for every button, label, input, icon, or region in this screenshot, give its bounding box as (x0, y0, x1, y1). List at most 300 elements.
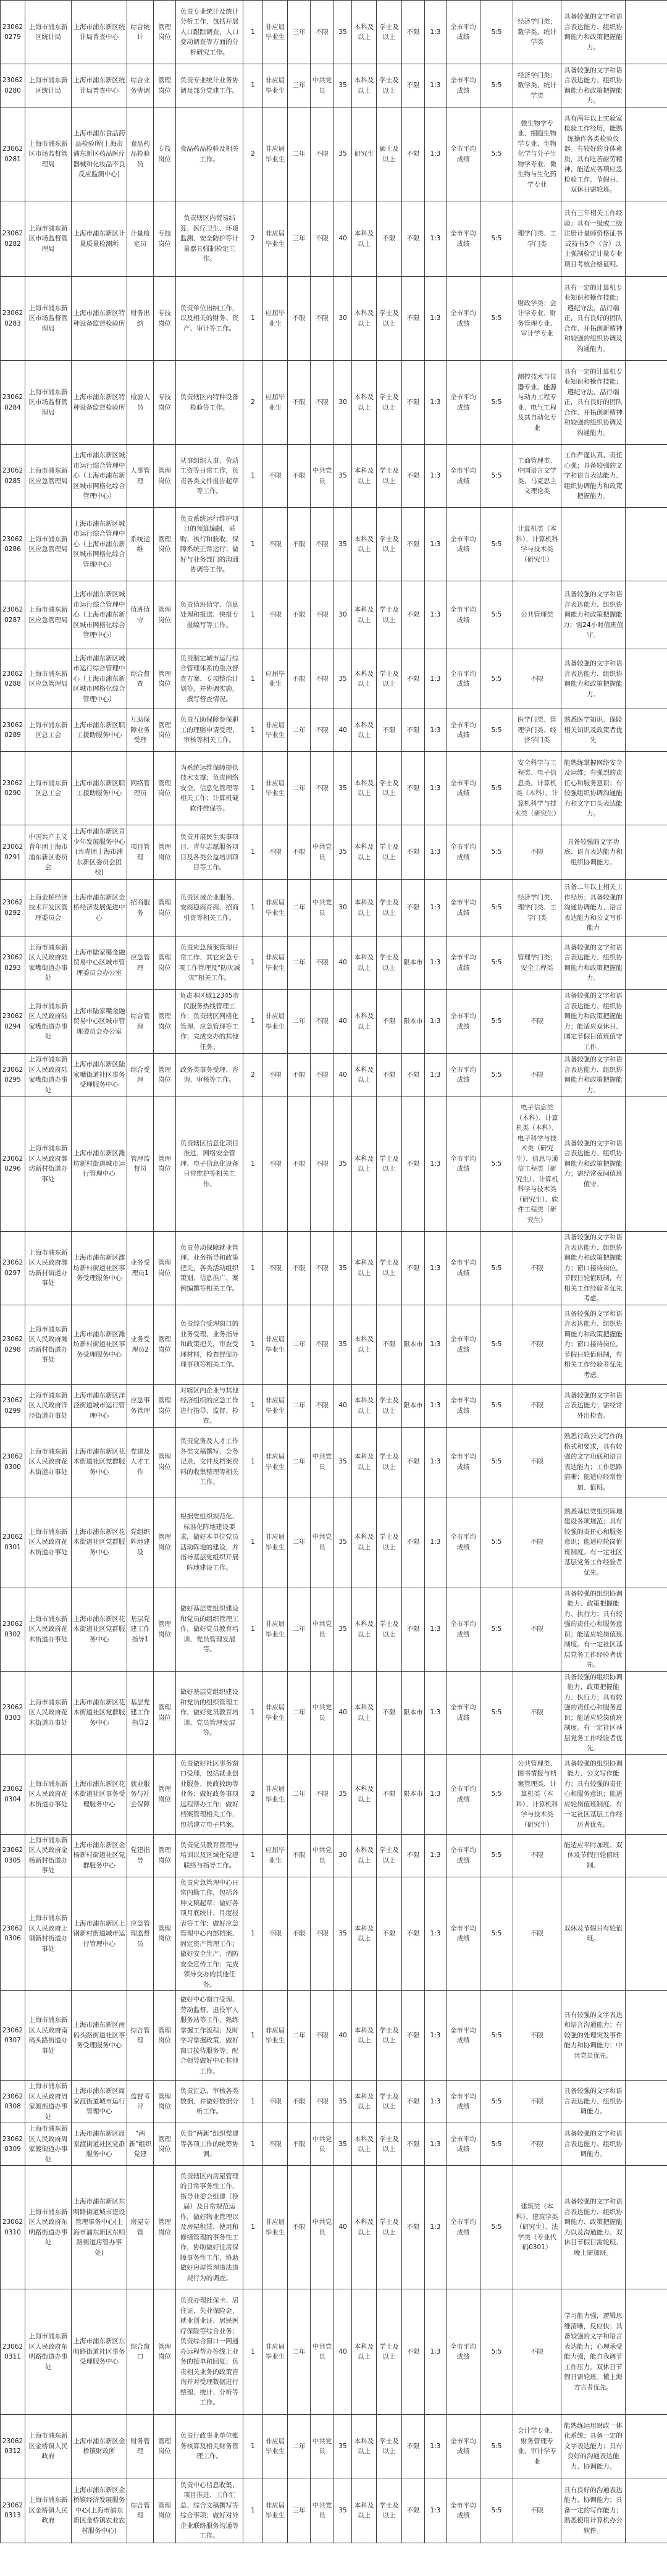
other-requirements-cell: 具备较强的文字和语言表达能力、组织协调能力。 (561, 2123, 626, 2166)
major-requirement-cell: 安全科学与工程类、电子信息类、计算机类（本科）、计算机科学与技术类（研究生） (513, 752, 561, 825)
score-line-cell: 全市平均成绩 (447, 937, 480, 990)
education-cell: 本科及以上 (352, 361, 377, 445)
graduate-type-cell: 非应届毕业生 (263, 1, 288, 64)
degree-cell: 不限 (377, 1671, 402, 1754)
position-type-cell: 管理岗位 (154, 1096, 176, 1232)
education-cell: 本科及以上 (352, 1305, 377, 1384)
position-type-cell: 管理岗位 (154, 2166, 176, 2289)
table-row (1, 2123, 667, 2166)
degree-cell: 学士及以上 (377, 649, 402, 709)
graduate-type-cell: 不限 (263, 825, 288, 880)
age-limit-cell: 40 (334, 2166, 352, 2289)
employer-unit-cell: 上海市浦东新区洋泾街道城市运行管理中心 (72, 1384, 127, 1427)
degree-cell: 不限 (377, 1305, 402, 1384)
remarks-cell (626, 581, 667, 649)
other-requirements-cell: 能熟练运用财政一体化系统；具备一定的文字表达能力；具有良好的沟通表达能力、协调能力。 (561, 2415, 626, 2478)
employer-unit-cell: 上海市浦东新区周家渡街道城市运行管理中心 (72, 2081, 127, 2123)
education-cell: 本科及以上 (352, 1232, 377, 1305)
score-line-cell: 全市平均成绩 (447, 201, 480, 277)
age-limit-cell: 35 (334, 1497, 352, 1588)
table-row (1, 825, 667, 880)
education-cell: 本科及以上 (352, 277, 377, 361)
major-requirement-cell: 经济学门类；数学类、统计学类 (513, 64, 561, 107)
remarks-cell (626, 2166, 667, 2289)
household-registration-cell: 不限 (402, 1054, 425, 1096)
position-name-cell: 党建指导 (127, 1834, 154, 1877)
department-cell: 上海市浦东新区人民政府东明路街道办事处 (25, 2289, 72, 2415)
employer-unit-cell: 上海市浦东新区特种设备监督检验所 (72, 277, 127, 361)
education-cell: 本科及以上 (352, 1384, 377, 1427)
employer-unit-cell: 上海市浦东新区统计局普查中心 (72, 64, 127, 107)
score-line-cell: 全市平均成绩 (447, 1497, 480, 1588)
education-cell: 本科及以上 (352, 709, 377, 752)
household-registration-cell: 不限 (402, 649, 425, 709)
employer-unit-cell: 上海市浦东新区金桥镇财政所 (72, 2415, 127, 2478)
interview-ratio-cell: 1:3 (425, 825, 447, 880)
headcount-cell: 2 (243, 107, 263, 201)
age-limit-cell: 40 (334, 937, 352, 990)
political-status-cell: 中共党员 (311, 2415, 334, 2478)
political-status-cell: 不限 (311, 1877, 334, 1991)
household-registration-cell: 不限 (402, 361, 425, 445)
table-row (1, 1384, 667, 1427)
position-name-cell: 招商服务 (127, 880, 154, 937)
employer-unit-cell: 上海市浦东新区城市运行综合管理中心（上海市浦东新区城市网格化综合管理中心） (72, 508, 127, 581)
job-description-cell: 负责专业统计业务协调及部分党建工作。 (176, 64, 243, 107)
position-code-cell: 230620281 (1, 107, 25, 201)
education-cell: 本科及以上 (352, 937, 377, 990)
department-cell: 上海市浦东新区人民政府潍坊新村街道办事处 (25, 1305, 72, 1384)
employer-unit-cell: 上海市浦东新区花木街道社区党群服务中心 (72, 1427, 127, 1497)
position-code-cell: 230620296 (1, 1096, 25, 1232)
political-status-cell: 不限 (311, 581, 334, 649)
graduate-type-cell: 非应届毕业生 (263, 2415, 288, 2478)
headcount-cell: 1 (243, 2123, 263, 2166)
interview-ratio-cell: 1:3 (425, 445, 447, 508)
major-requirement-cell: 工商管理类、中国语言文学类、马克思主义理论类 (513, 445, 561, 508)
position-name-cell: 综合管理 (127, 1991, 154, 2081)
score-weight-cell: 5:5 (480, 1054, 513, 1096)
department-cell: 上海市浦东新区人民政府周家渡街道办事处 (25, 2081, 72, 2123)
major-requirement-cell: 微生物学专业、细胞生物学专业、生物化学与分子生物学专业、微生物与生化药学专业 (513, 107, 561, 201)
interview-ratio-cell: 1:3 (425, 277, 447, 361)
position-type-cell: 管理岗位 (154, 1754, 176, 1834)
major-requirement-cell: 不限 (513, 1054, 561, 1096)
table-row (1, 1427, 667, 1497)
table-row (1, 649, 667, 709)
interview-ratio-cell: 1:3 (425, 2289, 447, 2415)
household-registration-cell: 不限 (402, 581, 425, 649)
position-type-cell: 管理岗位 (154, 752, 176, 825)
position-type-cell: 管理岗位 (154, 709, 176, 752)
major-requirement-cell: 不限 (513, 1834, 561, 1877)
other-requirements-cell: 具备较强的组织协调能力、政策把握能力、执行力；具有较强的责任心和服务意识；能适应轮岗值班制度。有一定社区基层党务工作经验者优先。 (561, 1671, 626, 1754)
headcount-cell: 1 (243, 2081, 263, 2123)
employer-unit-cell: 上海市浦东食品药品检验所(上海市浦东新区药品医疗器械和化妆品不良反应监测中心) (72, 107, 127, 201)
degree-cell: 不限 (377, 1054, 402, 1096)
employer-unit-cell: 上海市浦东新区统计局普查中心 (72, 1, 127, 64)
work-experience-cell: 不限 (288, 1054, 311, 1096)
position-code-cell: 230620311 (1, 2289, 25, 2415)
employer-unit-cell: 上海市浦东新区城市运行综合管理中心（上海市浦东新区城市网格化综合管理中心） (72, 581, 127, 649)
other-requirements-cell: 具备较强的文字和语言表达能力、组织协调能力和政策把握能力。 (561, 64, 626, 107)
employer-unit-cell: 上海市浦东新区城市运行综合管理中心（上海市浦东新区城市网格化综合管理中心） (72, 649, 127, 709)
major-requirement-cell: 不限 (513, 1305, 561, 1384)
headcount-cell: 2 (243, 361, 263, 445)
score-weight-cell: 5:5 (480, 1, 513, 64)
age-limit-cell: 35 (334, 825, 352, 880)
household-registration-cell: 不限 (402, 1834, 425, 1877)
table-row (1, 1754, 667, 1834)
political-status-cell: 不限 (311, 1384, 334, 1427)
score-weight-cell: 5:5 (480, 937, 513, 990)
score-line-cell: 全市平均成绩 (447, 581, 480, 649)
age-limit-cell: 35 (334, 107, 352, 201)
position-code-cell: 230620294 (1, 990, 25, 1054)
position-code-cell: 230620297 (1, 1232, 25, 1305)
position-name-cell: 就业服务与社会保障 (127, 1754, 154, 1834)
work-experience-cell: 二年 (288, 880, 311, 937)
household-registration-cell: 不限 (402, 1588, 425, 1671)
table-row (1, 201, 667, 277)
political-status-cell: 不限 (311, 1305, 334, 1384)
department-cell: 上海市浦东新区人民政府南码头路街道办事处 (25, 1991, 72, 2081)
other-requirements-cell: 具有一定的计算机专业知识和操作技能；遵纪守法、品行端正，具有良好的团队合作、开拓创新精神和较强的组织协调及沟通能力。 (561, 277, 626, 361)
remarks-cell (626, 2478, 667, 2543)
household-registration-cell: 限本市 (402, 937, 425, 990)
job-description-cell: 负责应急预案管理日常工作、其它应急专项工作管理及“防灾减灾”相关工作。 (176, 937, 243, 990)
position-code-cell: 230620312 (1, 2415, 25, 2478)
political-status-cell: 不限 (311, 990, 334, 1054)
remarks-cell (626, 1877, 667, 1991)
headcount-cell: 1 (243, 649, 263, 709)
political-status-cell: 中共党员 (311, 1834, 334, 1877)
table-row (1, 508, 667, 581)
political-status-cell: 中共党员 (311, 1427, 334, 1497)
job-description-cell: 负责行政事业单位账务核算及相关财务管理工作。 (176, 2415, 243, 2478)
political-status-cell: 不限 (311, 709, 334, 752)
work-experience-cell: 二年 (288, 937, 311, 990)
work-experience-cell: 二年 (288, 2415, 311, 2478)
score-weight-cell: 5:5 (480, 825, 513, 880)
work-experience-cell: 不限 (288, 1877, 311, 1991)
household-registration-cell: 不限 (402, 277, 425, 361)
job-description-cell: 负责应急管理中心日常内勤工作，包括各种文稿起草；做好各项月底统计、月度报表等工作；做好应急管理中心内部档案、固定资产管理工作；做好安全生产、消防安全宣传工作；完成领导交办的其他任务。 (176, 1877, 243, 1991)
department-cell: 上海市浦东新区应急管理局 (25, 508, 72, 581)
major-requirement-cell: 不限 (513, 1497, 561, 1588)
score-line-cell: 全市平均成绩 (447, 508, 480, 581)
table-row (1, 1671, 667, 1754)
other-requirements-cell: 具备较强的文字和语言表达能力、组织协调能力和政策把握能力；窗口接待岗位，节假日轮值班制，有相关工作经验者优先考虑。 (561, 1232, 626, 1305)
age-limit-cell: 35 (334, 752, 352, 825)
political-status-cell: 中共党员 (311, 64, 334, 107)
position-type-cell: 专技岗位 (154, 361, 176, 445)
position-type-cell: 管理岗位 (154, 1054, 176, 1096)
other-requirements-cell: 工作严谨认真、责任心强；具备较强的文字和语言表达能力、组织协调能力和政策把握能力。 (561, 445, 626, 508)
score-line-cell: 全市平均成绩 (447, 107, 480, 201)
age-limit-cell: 35 (334, 1427, 352, 1497)
remarks-cell (626, 508, 667, 581)
household-registration-cell: 不限 (402, 1, 425, 64)
position-type-cell: 管理岗位 (154, 2415, 176, 2478)
degree-cell: 学士及以上 (377, 445, 402, 508)
position-type-cell: 管理岗位 (154, 825, 176, 880)
education-cell: 本科及以上 (352, 201, 377, 277)
household-registration-cell: 不限 (402, 2478, 425, 2543)
work-experience-cell: 不限 (288, 1232, 311, 1305)
degree-cell: 学士及以上 (377, 277, 402, 361)
position-code-cell: 230620286 (1, 508, 25, 581)
work-experience-cell: 二年 (288, 1588, 311, 1671)
position-name-cell: 党组织阵地建设 (127, 1497, 154, 1588)
interview-ratio-cell: 1:3 (425, 1232, 447, 1305)
employer-unit-cell: 上海市浦东新区特种设备监督检验所 (72, 361, 127, 445)
headcount-cell: 1 (243, 1384, 263, 1427)
score-line-cell: 全市平均成绩 (447, 2123, 480, 2166)
education-cell: 本科及以上 (352, 2081, 377, 2123)
position-type-cell: 管理岗位 (154, 1305, 176, 1384)
work-experience-cell: 二年 (288, 1754, 311, 1834)
remarks-cell (626, 1991, 667, 2081)
employer-unit-cell: 上海市浦东新区计量质量检测所 (72, 201, 127, 277)
score-line-cell: 全市平均成绩 (447, 825, 480, 880)
degree-cell: 不限 (377, 1877, 402, 1991)
position-code-cell: 230620307 (1, 1991, 25, 2081)
major-requirement-cell: 不限 (513, 2478, 561, 2543)
score-line-cell: 全市平均成绩 (447, 1232, 480, 1305)
position-name-cell: 综合业务协调 (127, 64, 154, 107)
household-registration-cell: 不限 (402, 1991, 425, 2081)
major-requirement-cell: 测控技术与仪器专业、能源与动力工程专业、电气工程及其自动化专业 (513, 361, 561, 445)
political-status-cell: 不限 (311, 752, 334, 825)
score-weight-cell: 5:5 (480, 64, 513, 107)
position-code-cell: 230620308 (1, 2081, 25, 2123)
department-cell: 上海市浦东新区人民政府花木街道办事处 (25, 1427, 72, 1497)
major-requirement-cell: 不限 (513, 1232, 561, 1305)
political-status-cell: 中共党员 (311, 2289, 334, 2415)
department-cell: 上海市浦东新区市场监督管理局 (25, 361, 72, 445)
education-cell: 本科及以上 (352, 1, 377, 64)
interview-ratio-cell: 1:3 (425, 361, 447, 445)
score-weight-cell: 5:5 (480, 1671, 513, 1754)
education-cell: 本科及以上 (352, 581, 377, 649)
major-requirement-cell: 不限 (513, 2289, 561, 2415)
work-experience-cell: 三年 (288, 1, 311, 64)
job-description-cell: 做好基层党组织建设和党员的组织管理工作，做好党员教育培训、党员管理发展等。 (176, 1588, 243, 1671)
age-limit-cell: 35 (334, 1, 352, 64)
interview-ratio-cell: 1:3 (425, 1671, 447, 1754)
remarks-cell (626, 1588, 667, 1671)
age-limit-cell: 35 (334, 1754, 352, 1834)
headcount-cell: 1 (243, 445, 263, 508)
position-type-cell: 管理岗位 (154, 1877, 176, 1991)
degree-cell: 学士及以上 (377, 2289, 402, 2415)
job-description-cell: 负责办理社保卡、居住证、失业保险金、就业创业证、居民医疗保险等综合业务；负责综合窗口一网通办远程帮办等线上业务的接单和回复；负责相关业务的政策咨询并对受理数据进行整理、统计、分析等工作。 (176, 2289, 243, 2415)
score-line-cell: 全市平均成绩 (447, 1671, 480, 1754)
position-code-cell: 230620302 (1, 1588, 25, 1671)
age-limit-cell: 35 (334, 2415, 352, 2478)
position-code-cell: 230620301 (1, 1497, 25, 1588)
political-status-cell: 不限 (311, 937, 334, 990)
table-row (1, 2166, 667, 2289)
graduate-type-cell: 非应届毕业生 (263, 107, 288, 201)
other-requirements-cell: 具备二年以上相关工作经历；具备较强的沟通协调能力、语言表达能力和公文写作能力 (561, 880, 626, 937)
position-name-cell: 业务受理员1 (127, 1232, 154, 1305)
age-limit-cell: 35 (334, 1096, 352, 1232)
degree-cell: 学士及以上 (377, 1991, 402, 2081)
interview-ratio-cell: 1:3 (425, 1834, 447, 1877)
position-code-cell: 230620295 (1, 1054, 25, 1096)
political-status-cell: 不限 (311, 1991, 334, 2081)
table-row (1, 1877, 667, 1991)
department-cell: 上海市浦东新区人民政府花木街道办事处 (25, 1497, 72, 1588)
position-code-cell: 230620288 (1, 649, 25, 709)
other-requirements-cell: 具备较强的组织协调能力、政策把握能力、执行力；具有较强的责任心和服务意识；能适应轮岗值班制度。有一定社区基层党务工作经验者优先。 (561, 1588, 626, 1671)
department-cell: 上海市浦东新区人民政府陆家嘴街道办事处 (25, 1054, 72, 1096)
major-requirement-cell: 不限 (513, 1427, 561, 1497)
political-status-cell: 中共党员 (311, 1671, 334, 1754)
headcount-cell: 1 (243, 1671, 263, 1754)
remarks-cell (626, 2081, 667, 2123)
table-row (1, 1096, 667, 1232)
remarks-cell (626, 1232, 667, 1305)
work-experience-cell: 不限 (288, 1834, 311, 1877)
education-cell: 本科及以上 (352, 1671, 377, 1754)
education-cell: 本科及以上 (352, 1427, 377, 1497)
other-requirements-cell: 双休及节假日有轮值班。 (561, 1877, 626, 1991)
job-description-cell: 负责劳动保障就业管理、业务指导和政策把关，各类活动组织策划、信息推广、案例编撰等相关工作。 (176, 1232, 243, 1305)
position-type-cell: 管理岗位 (154, 990, 176, 1054)
household-registration-cell: 限本市 (402, 1305, 425, 1384)
position-name-cell: 综合督查 (127, 649, 154, 709)
graduate-type-cell: 非应届毕业生 (263, 1991, 288, 2081)
household-registration-cell: 不限 (402, 752, 425, 825)
other-requirements-cell: 具备较强的文字和语言表达能力、组织协调能力、政策把握能力以及沟通能力。双休日节假日需轮班、晚上需加班。 (561, 2166, 626, 2289)
table-row (1, 1991, 667, 2081)
degree-cell: 学士及以上 (377, 1, 402, 64)
position-name-cell: 财务管理 (127, 2415, 154, 2478)
graduate-type-cell: 非应届毕业生 (263, 1427, 288, 1497)
household-registration-cell: 限本市 (402, 1754, 425, 1834)
education-cell: 本科及以上 (352, 649, 377, 709)
other-requirements-cell: 能适应平时加班、双休及节假日轮值班制。 (561, 1834, 626, 1877)
score-line-cell: 全市平均成绩 (447, 1096, 480, 1232)
age-limit-cell: 35 (334, 649, 352, 709)
degree-cell: 学士及以上 (377, 581, 402, 649)
headcount-cell: 1 (243, 1991, 263, 2081)
work-experience-cell: 不限 (288, 445, 311, 508)
household-registration-cell: 不限 (402, 445, 425, 508)
position-name-cell: 综合管理 (127, 990, 154, 1054)
score-weight-cell: 5:5 (480, 880, 513, 937)
political-status-cell: 不限 (311, 1232, 334, 1305)
education-cell: 本科及以上 (352, 880, 377, 937)
headcount-cell: 1 (243, 508, 263, 581)
score-weight-cell: 5:5 (480, 361, 513, 445)
score-line-cell: 全市平均成绩 (447, 1, 480, 64)
score-weight-cell: 5:5 (480, 508, 513, 581)
interview-ratio-cell: 1:3 (425, 1877, 447, 1991)
position-code-cell: 230620283 (1, 277, 25, 361)
department-cell: 上海市浦东新区市场监督管理局 (25, 277, 72, 361)
position-type-cell: 管理岗位 (154, 581, 176, 649)
major-requirement-cell: 不限 (513, 649, 561, 709)
position-name-cell: 互助保障业务受理 (127, 709, 154, 752)
score-line-cell: 全市平均成绩 (447, 880, 480, 937)
education-cell: 本科及以上 (352, 1054, 377, 1096)
political-status-cell: 中共党员 (311, 2123, 334, 2166)
position-code-cell: 230620279 (1, 1, 25, 64)
political-status-cell: 中共党员 (311, 880, 334, 937)
headcount-cell: 1 (243, 1588, 263, 1671)
headcount-cell: 1 (243, 1877, 263, 1991)
employer-unit-cell: 上海市浦东新区潍坊新村街道社区事务受理服务中心 (72, 1232, 127, 1305)
employer-unit-cell: 上海市陆家嘴金融贸易中心区城市管理委员会办公室 (72, 990, 127, 1054)
department-cell: 中国共产主义青年团上海市浦东新区委员会 (25, 825, 72, 880)
position-type-cell: 管理岗位 (154, 1497, 176, 1588)
graduate-type-cell: 非应届毕业生 (263, 1384, 288, 1427)
headcount-cell: 1 (243, 990, 263, 1054)
political-status-cell: 不限 (311, 1, 334, 64)
remarks-cell (626, 107, 667, 201)
department-cell: 上海市浦东新区应急管理局 (25, 649, 72, 709)
major-requirement-cell: 不限 (513, 2081, 561, 2123)
table-row (1, 990, 667, 1054)
employer-unit-cell: 上海市浦东新区东明路街道城市建设管理事务中心(上海市浦东新区东明路街道房管办事处) (72, 2166, 127, 2289)
age-limit-cell: 40 (334, 709, 352, 752)
headcount-cell: 1 (243, 1232, 263, 1305)
graduate-type-cell: 不限 (263, 1877, 288, 1991)
work-experience-cell: 不限 (288, 361, 311, 445)
department-cell: 上海市浦东新区总工会 (25, 752, 72, 825)
score-line-cell: 全市平均成绩 (447, 1054, 480, 1096)
table-row (1, 1, 667, 64)
political-status-cell: 中共党员 (311, 2166, 334, 2289)
headcount-cell: 1 (243, 2478, 263, 2543)
position-type-cell: 专技岗位 (154, 201, 176, 277)
interview-ratio-cell: 1:3 (425, 752, 447, 825)
department-cell: 上海金桥经济技术开发区管理委员会 (25, 880, 72, 937)
degree-cell: 硕士及以上 (377, 107, 402, 201)
graduate-type-cell: 非应届毕业生 (263, 709, 288, 752)
political-status-cell: 中共党员 (311, 445, 334, 508)
job-description-cell: 食品药品检验及相关工作。 (176, 107, 243, 201)
job-description-cell: 根据党组织规范化、标准化阵地建设要求，做好本单位党员活动阵地的建设，并指导基层党组织开展阵地建设工作。 (176, 1497, 243, 1588)
graduate-type-cell: 应届毕业生 (263, 649, 288, 709)
graduate-type-cell: 非应届毕业生 (263, 201, 288, 277)
household-registration-cell: 限本市 (402, 990, 425, 1054)
position-type-cell: 管理岗位 (154, 1427, 176, 1497)
score-weight-cell: 5:5 (480, 2415, 513, 2478)
table-row (1, 1834, 667, 1877)
score-line-cell: 全市平均成绩 (447, 990, 480, 1054)
job-description-cell: 负责党务及人才工作各类文稿撰写、会务记录、文件及档案资料的收集整理等相关工作。 (176, 1427, 243, 1497)
job-description-cell: 对辖区内企业与其他经济组织的应急工作进行指导、监督、检查。 (176, 1384, 243, 1427)
remarks-cell (626, 880, 667, 937)
major-requirement-cell: 财政学类；会计学专业、财务管理专业、审计学专业 (513, 277, 561, 361)
remarks-cell (626, 752, 667, 825)
major-requirement-cell: 不限 (513, 1671, 561, 1754)
department-cell: 上海市浦东新区人民政府潍坊新村街道办事处 (25, 1232, 72, 1305)
other-requirements-cell: 具有良好的沟通表达能力、协调能力；具备一定的写作能力；熟悉使用计算机办公软件。 (561, 2478, 626, 2543)
remarks-cell (626, 1427, 667, 1497)
education-cell: 本科及以上 (352, 2415, 377, 2478)
table-row (1, 445, 667, 508)
other-requirements-cell: 具备较强的文字和语言表达能力、组织协调能力和政策把握能力。 (561, 649, 626, 709)
household-registration-cell: 不限 (402, 825, 425, 880)
interview-ratio-cell: 1:3 (425, 1384, 447, 1427)
major-requirement-cell: 不限 (513, 825, 561, 880)
